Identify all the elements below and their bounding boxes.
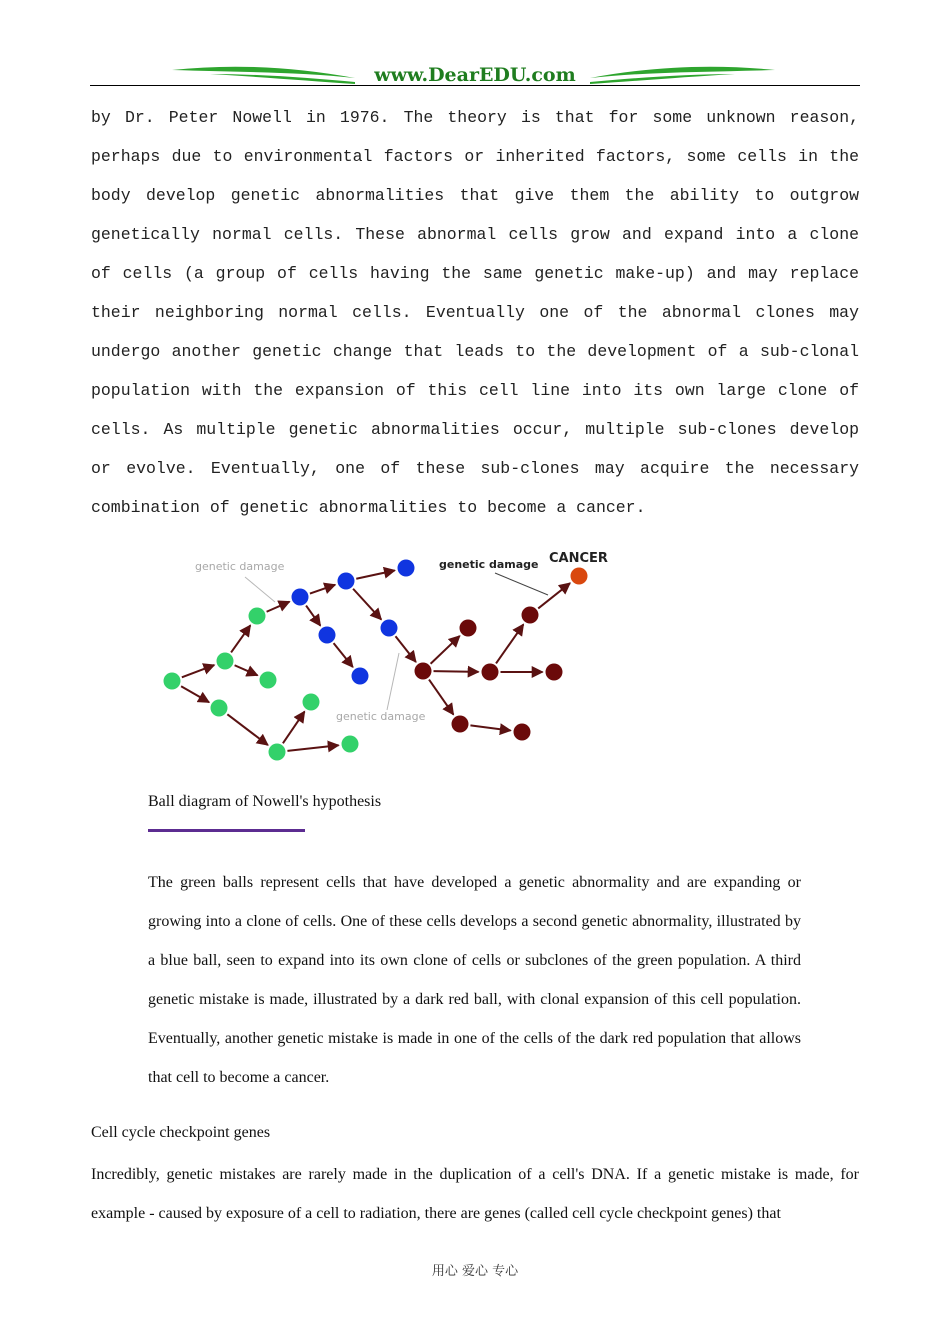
green-cell-g6 (269, 744, 286, 761)
pointer-line-middle (387, 653, 399, 710)
green-cell-g3 (249, 608, 266, 625)
red-cell-r1 (415, 663, 432, 680)
blue-cell-b2 (338, 573, 355, 590)
arrow-b1-b2 (310, 585, 335, 594)
arrow-b2-b6 (353, 589, 381, 620)
arrow-b1-b4 (306, 606, 320, 626)
red-cell-r5 (522, 607, 539, 624)
genetic-damage-label-right: genetic damage (439, 558, 539, 571)
arrow-g5-g6 (227, 714, 267, 745)
cancer-label: CANCER (549, 551, 608, 566)
arrow-r1-r6 (429, 680, 453, 715)
red-cell-r4 (546, 664, 563, 681)
arrow-g1-g2 (182, 665, 214, 677)
section-heading: Cell cycle checkpoint genes (91, 1124, 271, 1141)
ball-diagram-svg (150, 540, 620, 770)
green-cell-g7 (303, 694, 320, 711)
arrow-r1-r3 (433, 671, 478, 672)
cancer-cell-c1 (571, 568, 588, 585)
arrow-g6-g7 (283, 712, 305, 744)
blue-cell-b3 (398, 560, 415, 577)
blue-cell-b1 (292, 589, 309, 606)
green-cell-g1 (164, 673, 181, 690)
arrow-b6-r1 (396, 636, 416, 662)
label-pointer-lines (245, 573, 548, 710)
arrow-g2-g4 (235, 665, 258, 675)
diagram-cells (164, 560, 588, 761)
genetic-damage-label-middle: genetic damage (336, 710, 426, 723)
red-cell-r7 (514, 724, 531, 741)
red-cell-r3 (482, 664, 499, 681)
arrow-r5-c1 (538, 583, 570, 608)
page-footer: 用心 爱心 专心 (431, 1264, 519, 1279)
arrow-r3-r5 (496, 624, 523, 663)
green-cell-g8 (342, 736, 359, 753)
arrow-r1-r2 (431, 636, 460, 664)
arrow-g3-b1 (267, 602, 290, 612)
caption-underline (148, 829, 305, 832)
red-cell-r6 (452, 716, 469, 733)
pointer-line-right (495, 573, 548, 595)
header-divider (90, 85, 860, 86)
blue-cell-b4 (319, 627, 336, 644)
nowell-ball-diagram (150, 540, 620, 770)
diagram-arrows (181, 570, 570, 750)
green-cell-g2 (217, 653, 234, 670)
green-cell-g5 (211, 700, 228, 717)
section-paragraph: Incredibly, genetic mistakes are rarely made in the duplication of a cell's DNA. If a genetic mistake is made, for example - caused by exposure of a cell to radiation, there are genes (called cell cycle checkpoint genes) that (91, 1166, 859, 1222)
blue-cell-b6 (381, 620, 398, 637)
arrow-g6-g8 (287, 745, 338, 751)
figure-caption: Ball diagram of Nowell's hypothesis (148, 793, 382, 810)
genetic-damage-label-left: genetic damage (195, 560, 285, 573)
pointer-line-left (245, 577, 275, 602)
red-cell-r2 (460, 620, 477, 637)
intro-paragraph: by Dr. Peter Nowell in 1976. The theory is that for some unknown reason, perhaps due to environmental factors or inherited factors, some cells in the body develop genetic abnormalities that give them the ability to outgrow genetically normal cells. These abnormal cells grow and expand into a clone of cells (a group of cells having the same genetic make-up) and may replace their neighboring normal cells. Eventually one of the abnormal clones may undergo another genetic change that leads to the development of a sub-clonal population with the expansion of this cell line into its own large clone of cells. As multiple genetic abnormalities occur, multiple sub-clones develop or evolve. Eventually, one of these sub-clones may acquire the necessary combination of genetic abnormalities to become a cancer. (91, 108, 859, 517)
green-cell-g4 (260, 672, 277, 689)
arrow-g1-g5 (181, 686, 209, 702)
site-name: www.DearEDU.com (374, 64, 576, 86)
blue-cell-b5 (352, 668, 369, 685)
explanation-paragraph: The green balls represent cells that have developed a genetic abnormality and are expanding or growing into a clone of cells. One of these cells develops a second genetic abnormality, illustrated by a blue ball, seen to expand into its own clone of cells or subclones of the green population. A third genetic mistake is made, illustrated by a dark red ball, with clonal expansion of this cell population. Eventually, another genetic mistake is made in one of the cells of the dark red population that allows that cell to become a cancer. (148, 874, 801, 1086)
arrow-g2-g3 (231, 625, 250, 652)
arrow-b2-b3 (356, 570, 394, 578)
page-header (90, 62, 860, 92)
arrow-b4-b5 (334, 643, 353, 667)
arrow-r6-r7 (470, 725, 510, 730)
